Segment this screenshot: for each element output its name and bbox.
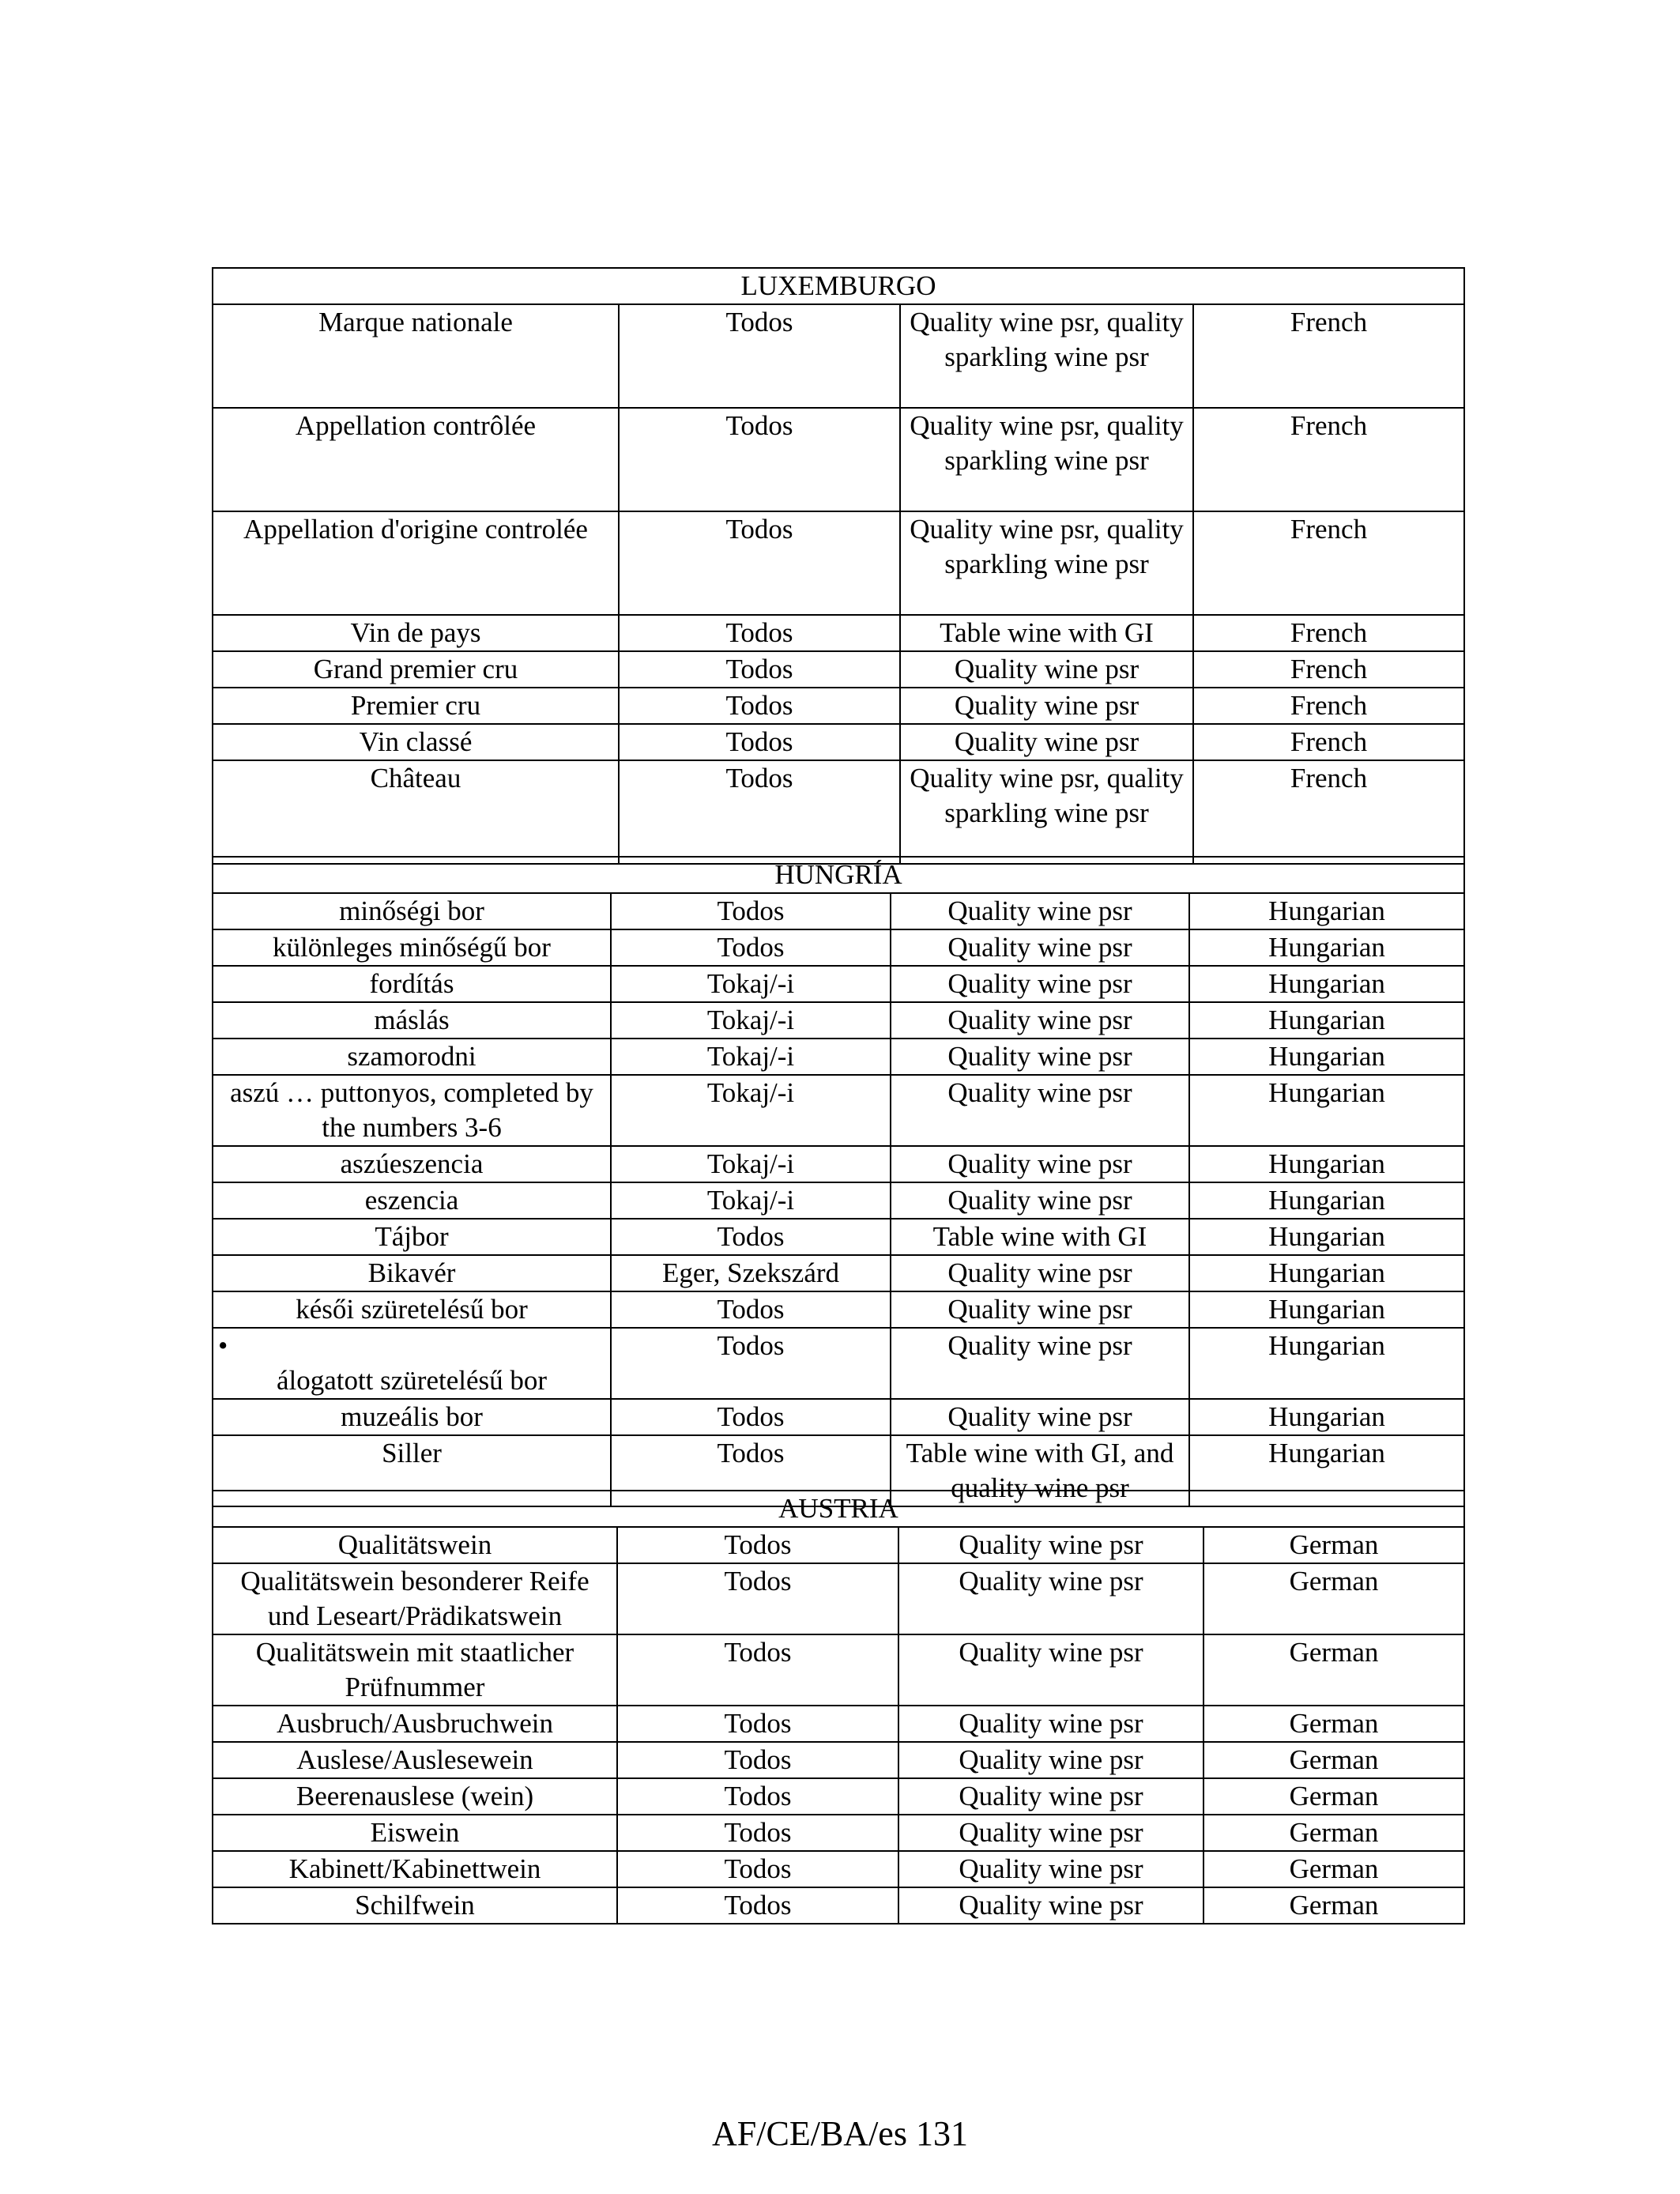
term-cell: Vin de pays <box>213 615 619 651</box>
category-cell: Quality wine psr <box>898 1742 1203 1778</box>
language-cell: German <box>1203 1634 1464 1706</box>
category-cell: Quality wine psr <box>898 1706 1203 1742</box>
language-cell: Hungarian <box>1189 1075 1464 1146</box>
term-cell: Premier cru <box>213 688 619 724</box>
term-cell: Kabinett/Kabinettwein <box>213 1851 617 1887</box>
table-row <box>213 1291 1464 1328</box>
category-cell: Quality wine psr <box>891 929 1189 966</box>
region-cell: Todos <box>619 511 900 615</box>
term-cell: aszúeszencia <box>213 1146 611 1182</box>
term-cell: aszú … puttonyos, completed by the numbers 3-6 <box>213 1075 611 1146</box>
region-cell: Todos <box>617 1887 898 1924</box>
term-cell: Grand premier cru <box>213 651 619 688</box>
region-cell: Todos <box>617 1563 898 1634</box>
table-row <box>213 893 1464 929</box>
bullet-icon: • <box>218 1330 228 1361</box>
table-row <box>213 966 1464 1002</box>
language-cell: Hungarian <box>1189 1291 1464 1328</box>
category-cell: Quality wine psr <box>891 1146 1189 1182</box>
term-cell: Schilfwein <box>213 1887 617 1924</box>
section-hungria-table <box>212 856 1465 1507</box>
category-cell: Quality wine psr <box>898 1634 1203 1706</box>
term-cell: Eiswein <box>213 1815 617 1851</box>
page-footer: AF/CE/BA/es 131 <box>712 2114 968 2153</box>
region-cell: Tokaj/-i <box>611 1039 891 1075</box>
table-row <box>213 1742 1464 1778</box>
section-austria-table <box>212 1490 1465 1924</box>
region-cell: Tokaj/-i <box>611 1182 891 1219</box>
language-cell: French <box>1193 615 1464 651</box>
category-cell: Quality wine psr, quality sparkling wine psr <box>900 408 1193 511</box>
table-row <box>213 1182 1464 1219</box>
language-cell: Hungarian <box>1189 1328 1464 1399</box>
term-cell: Marque nationale <box>213 304 619 408</box>
language-cell: Hungarian <box>1189 1002 1464 1039</box>
region-cell: Tokaj/-i <box>611 1075 891 1146</box>
language-cell: German <box>1203 1778 1464 1815</box>
region-cell: Eger, Szekszárd <box>611 1255 891 1291</box>
term-cell: szamorodni <box>213 1039 611 1075</box>
table-row <box>213 1075 1464 1146</box>
region-cell: Todos <box>619 724 900 760</box>
table-row <box>213 304 1464 408</box>
term-cell <box>213 1328 611 1399</box>
category-cell: Quality wine psr <box>898 1778 1203 1815</box>
term-cell: késői szüretelésű bor <box>213 1291 611 1328</box>
language-cell: French <box>1193 760 1464 864</box>
table-row <box>213 1146 1464 1182</box>
category-cell: Quality wine psr <box>898 1815 1203 1851</box>
term-cell: Tájbor <box>213 1219 611 1255</box>
language-cell: Hungarian <box>1189 1039 1464 1075</box>
category-cell: Quality wine psr <box>898 1851 1203 1887</box>
table-row <box>213 651 1464 688</box>
table-row <box>213 1255 1464 1291</box>
region-cell: Todos <box>611 1435 891 1506</box>
table-row <box>213 760 1464 864</box>
category-cell: Table wine with GI, and quality wine psr <box>891 1435 1189 1506</box>
table-row <box>213 1634 1464 1706</box>
table-row <box>213 615 1464 651</box>
category-cell: Quality wine psr <box>900 688 1193 724</box>
category-cell: Quality wine psr <box>891 1399 1189 1435</box>
section-title: HUNGRÍA <box>213 857 1464 893</box>
table-row <box>213 1851 1464 1887</box>
category-cell: Quality wine psr <box>891 1002 1189 1039</box>
language-cell: Hungarian <box>1189 1219 1464 1255</box>
region-cell: Todos <box>619 651 900 688</box>
section-title: LUXEMBURGO <box>213 268 1464 304</box>
language-cell: Hungarian <box>1189 966 1464 1002</box>
language-cell: German <box>1203 1815 1464 1851</box>
region-cell: Todos <box>617 1778 898 1815</box>
term-cell: Auslese/Auslesewein <box>213 1742 617 1778</box>
category-cell: Table wine with GI <box>900 615 1193 651</box>
region-cell: Todos <box>619 304 900 408</box>
language-cell: French <box>1193 724 1464 760</box>
category-cell: Quality wine psr <box>900 724 1193 760</box>
term-cell: Vin classé <box>213 724 619 760</box>
section-title: AUSTRIA <box>213 1491 1464 1527</box>
table-row <box>213 1815 1464 1851</box>
term-cell: Château <box>213 760 619 864</box>
term-cell: Appellation d'origine controlée <box>213 511 619 615</box>
category-cell: Quality wine psr <box>898 1887 1203 1924</box>
region-cell: Todos <box>617 1851 898 1887</box>
table-row <box>213 1039 1464 1075</box>
language-cell: German <box>1203 1887 1464 1924</box>
category-cell: Quality wine psr <box>891 1328 1189 1399</box>
region-cell: Todos <box>611 929 891 966</box>
language-cell: Hungarian <box>1189 1182 1464 1219</box>
term-cell: Bikavér <box>213 1255 611 1291</box>
language-cell: German <box>1203 1742 1464 1778</box>
table-row <box>213 929 1464 966</box>
table-row <box>213 1563 1464 1634</box>
region-cell: Todos <box>617 1634 898 1706</box>
category-cell: Table wine with GI <box>891 1219 1189 1255</box>
term-cell: fordítás <box>213 966 611 1002</box>
table-row <box>213 511 1464 615</box>
region-cell: Todos <box>617 1706 898 1742</box>
category-cell: Quality wine psr <box>891 1039 1189 1075</box>
term-cell: Siller <box>213 1435 611 1506</box>
category-cell: Quality wine psr <box>891 1255 1189 1291</box>
term-cell: Qualitätswein besonderer Reife und Leseart/Prädikatswein <box>213 1563 617 1634</box>
term-cell: máslás <box>213 1002 611 1039</box>
language-cell: German <box>1203 1851 1464 1887</box>
region-cell: Todos <box>617 1527 898 1563</box>
category-cell: Quality wine psr <box>891 1075 1189 1146</box>
language-cell: Hungarian <box>1189 1146 1464 1182</box>
region-cell: Todos <box>617 1815 898 1851</box>
language-cell: German <box>1203 1527 1464 1563</box>
region-cell: Todos <box>619 688 900 724</box>
language-cell: French <box>1193 688 1464 724</box>
table-row <box>213 1328 1464 1399</box>
language-cell: French <box>1193 408 1464 511</box>
region-cell: Todos <box>619 408 900 511</box>
section-luxemburgo-table <box>212 267 1465 865</box>
table-row <box>213 408 1464 511</box>
language-cell: Hungarian <box>1189 1435 1464 1506</box>
region-cell: Todos <box>611 1219 891 1255</box>
term-cell: eszencia <box>213 1182 611 1219</box>
table-row <box>213 1219 1464 1255</box>
term-cell: Ausbruch/Ausbruchwein <box>213 1706 617 1742</box>
table-row <box>213 1399 1464 1435</box>
language-cell: Hungarian <box>1189 893 1464 929</box>
category-cell: Quality wine psr <box>898 1527 1203 1563</box>
language-cell: French <box>1193 651 1464 688</box>
language-cell: Hungarian <box>1189 1255 1464 1291</box>
region-cell: Todos <box>619 760 900 864</box>
category-cell: Quality wine psr <box>891 966 1189 1002</box>
table-row <box>213 724 1464 760</box>
table-row <box>213 1778 1464 1815</box>
language-cell: Hungarian <box>1189 929 1464 966</box>
category-cell: Quality wine psr, quality sparkling wine psr <box>900 304 1193 408</box>
region-cell: Todos <box>617 1742 898 1778</box>
language-cell: Hungarian <box>1189 1399 1464 1435</box>
term-text: álogatott szüretelésű bor <box>276 1365 548 1396</box>
category-cell: Quality wine psr <box>898 1563 1203 1634</box>
table-row <box>213 1527 1464 1563</box>
region-cell: Tokaj/-i <box>611 1146 891 1182</box>
region-cell: Todos <box>611 1291 891 1328</box>
region-cell: Tokaj/-i <box>611 1002 891 1039</box>
region-cell: Tokaj/-i <box>611 966 891 1002</box>
term-cell: különleges minőségű bor <box>213 929 611 966</box>
term-cell: Qualitätswein <box>213 1527 617 1563</box>
language-cell: German <box>1203 1706 1464 1742</box>
category-cell: Quality wine psr <box>891 893 1189 929</box>
region-cell: Todos <box>619 615 900 651</box>
term-cell: Beerenauslese (wein) <box>213 1778 617 1815</box>
term-cell: Appellation contrôlée <box>213 408 619 511</box>
language-cell: French <box>1193 511 1464 615</box>
category-cell: Quality wine psr <box>891 1291 1189 1328</box>
table-row <box>213 1002 1464 1039</box>
term-cell: minőségi bor <box>213 893 611 929</box>
term-cell: Qualitätswein mit staatlicher Prüfnummer <box>213 1634 617 1706</box>
region-cell: Todos <box>611 1399 891 1435</box>
language-cell: French <box>1193 304 1464 408</box>
category-cell: Quality wine psr <box>891 1182 1189 1219</box>
category-cell: Quality wine psr <box>900 651 1193 688</box>
term-cell: muzeális bor <box>213 1399 611 1435</box>
language-cell: German <box>1203 1563 1464 1634</box>
category-cell: Quality wine psr, quality sparkling wine psr <box>900 760 1193 864</box>
category-cell: Quality wine psr, quality sparkling wine psr <box>900 511 1193 615</box>
table-row <box>213 1706 1464 1742</box>
table-row <box>213 1887 1464 1924</box>
table-row <box>213 688 1464 724</box>
region-cell: Todos <box>611 893 891 929</box>
region-cell: Todos <box>611 1328 891 1399</box>
